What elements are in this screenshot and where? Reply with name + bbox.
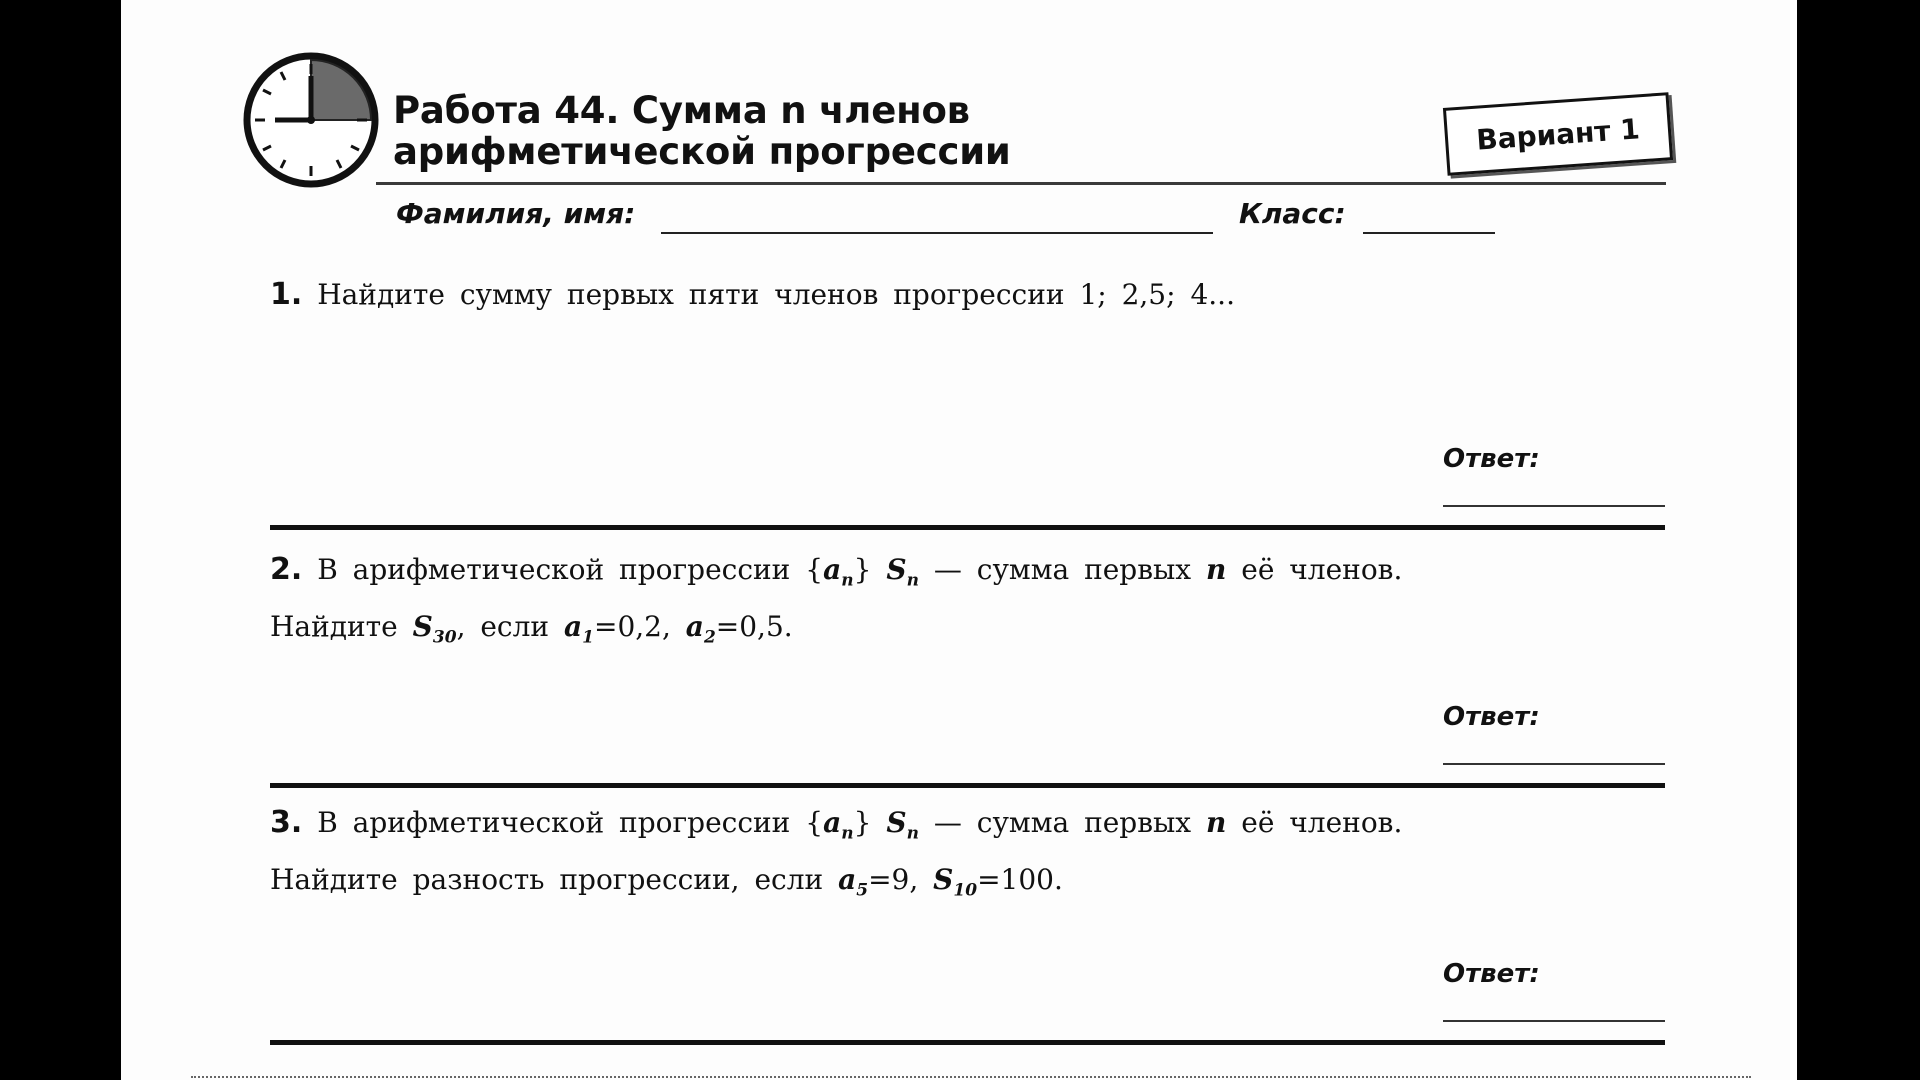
class-label: Класс:: [1239, 197, 1346, 230]
task-condition: , если: [456, 609, 550, 643]
task-divider: [270, 1040, 1665, 1045]
task-intro: В арифметической прогрессии: [317, 806, 791, 839]
task-1: [270, 272, 1235, 317]
task-line-2: [270, 604, 1402, 661]
task-find: Найдите: [270, 609, 398, 643]
n-variable: n: [1205, 806, 1227, 839]
clock-icon: [241, 50, 381, 190]
task-intro: В арифметической прогрессии: [317, 553, 791, 586]
answer-label: Ответ:: [1443, 959, 1540, 989]
sequence-notation: $\{a_n\}$: [805, 806, 872, 844]
task-members-text: её членов.: [1241, 553, 1403, 586]
task-text: Найдите сумму первых пяти членов прогрессии 1; 2,5; 4...: [317, 278, 1235, 311]
variant-badge: Вариант 1: [1443, 92, 1673, 176]
answer-label: Ответ:: [1443, 702, 1540, 732]
title-line-2: арифметической прогрессии: [393, 130, 1011, 173]
task-dash-text: — сумма первых: [933, 553, 1192, 586]
target-notation: $S_{30}$: [412, 609, 457, 648]
class-blank[interactable]: [1363, 232, 1495, 234]
name-blank[interactable]: [661, 232, 1213, 234]
answer-label: Ответ:: [1443, 444, 1540, 474]
condition-2: $a_2=0,5$.: [685, 609, 793, 648]
worksheet-title: [393, 90, 1011, 172]
sequence-notation: $\{a_n\}$: [805, 553, 872, 591]
answer-field[interactable]: [1443, 505, 1665, 507]
task-number: 1.: [270, 277, 303, 312]
task-number: 3.: [270, 805, 303, 840]
title-rule: [376, 182, 1666, 185]
worksheet-page: [121, 0, 1797, 1080]
condition-1: $a_1=0,2$,: [563, 609, 671, 648]
task-members-text: её членов.: [1241, 806, 1403, 839]
task-find: Найдите разность прогрессии, если: [270, 862, 824, 896]
n-variable: n: [1205, 553, 1227, 586]
cut-line: [191, 1076, 1751, 1078]
task-3: [270, 800, 1402, 913]
answer-field[interactable]: [1443, 1020, 1665, 1022]
task-divider: [270, 783, 1665, 788]
task-dash-text: — сумма первых: [933, 806, 1192, 839]
sum-notation: $S_n$: [886, 806, 919, 844]
task-line-1: [270, 547, 1402, 604]
condition-2: $S_{10}=100$.: [933, 862, 1063, 901]
answer-field[interactable]: [1443, 763, 1665, 765]
condition-1: $a_5=9$,: [838, 862, 919, 901]
task-line-1: [270, 800, 1402, 857]
task-2: [270, 547, 1402, 660]
task-number: 2.: [270, 552, 303, 587]
name-label: Фамилия, имя:: [396, 197, 636, 230]
title-line-1: Работа 44. Сумма n членов: [393, 89, 970, 132]
task-line-2: [270, 857, 1402, 914]
sum-notation: $S_n$: [886, 553, 919, 591]
task-divider: [270, 525, 1665, 530]
